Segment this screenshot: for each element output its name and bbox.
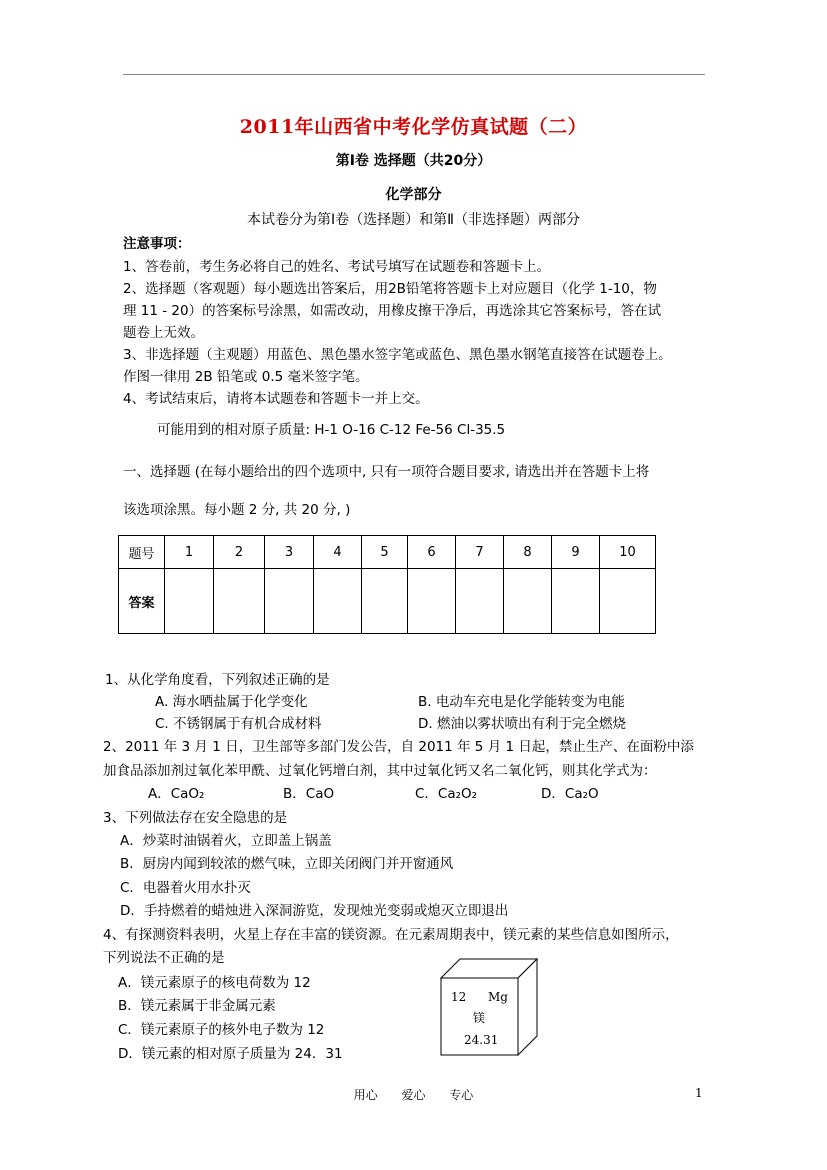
- option-d: D．Ca₂O: [541, 786, 599, 802]
- option-c: C．Ca₂O₂: [415, 786, 478, 802]
- option-c: C. 不锈钢属于有机合成材料: [155, 716, 322, 732]
- table-label-number: 题号: [119, 536, 165, 569]
- notice-line: 3、非选择题（主观题）用蓝色、黑色墨水签字笔或蓝色、黑色墨水钢笔直接答在试题卷上。: [123, 347, 672, 363]
- question-stem: 2、2011 年 3 月 1 日，卫生部等多部门发公告，自 2011 年 5 月 1 日起，禁止生产、在面粉中添: [103, 739, 694, 755]
- option-d: D．镁元素的相对原子质量为 24．31: [118, 1046, 343, 1062]
- atomic-masses: 可能用到的相对原子质量: H-1 O-16 C-12 Fe-56 Cl-35.5: [157, 422, 506, 438]
- answer-cell[interactable]: [165, 569, 214, 634]
- answer-cell[interactable]: [600, 569, 656, 634]
- table-cell: 6: [408, 536, 456, 569]
- answer-cell[interactable]: [552, 569, 600, 634]
- page-number: 1: [695, 1086, 703, 1100]
- question-stem: 1、从化学角度看，下列叙述正确的是: [105, 672, 330, 688]
- footer-slogan: 用心 爱心 专心: [353, 1088, 474, 1102]
- option-c: C．镁元素原子的核外电子数为 12: [118, 1022, 325, 1038]
- option-b: B．镁元素属于非金属元素: [118, 998, 276, 1014]
- table-cell: 5: [362, 536, 408, 569]
- table-cell: 7: [456, 536, 504, 569]
- option-a: A．炒菜时油锅着火，立即盖上锅盖: [120, 833, 332, 849]
- table-cell: 4: [314, 536, 362, 569]
- table-cell: 10: [600, 536, 656, 569]
- notice-line: 理 11 - 20）的答案标号涂黑，如需改动，用橡皮擦干净后，再选涂其它答案标号，答在试: [123, 303, 662, 319]
- option-b: B．CaO: [283, 786, 335, 802]
- exam-title: 2011年山西省中考化学仿真试题（二）: [239, 116, 588, 138]
- notice-line: 作图一律用 2B 铅笔或 0.5 毫米签字笔。: [123, 369, 369, 385]
- option-a: A．CaO₂: [148, 786, 205, 802]
- section-heading: 化学部分: [385, 187, 442, 203]
- option-a: A. 海水晒盐属于化学变化: [155, 694, 308, 710]
- question-stem: 4、有探测资料表明，火星上存在丰富的镁资源。在元素周期表中，镁元素的某些信息如图所示，: [103, 927, 679, 943]
- table-cell: 8: [504, 536, 552, 569]
- table-cell: 9: [552, 536, 600, 569]
- option-d: D．手持燃着的蜡烛进入深洞游览，发现烛光变弱或熄灭立即退出: [120, 903, 509, 919]
- notice-line: 题卷上无效。: [123, 325, 204, 341]
- table-cell: 1: [165, 536, 214, 569]
- option-a: A．镁元素原子的核电荷数为 12: [118, 975, 311, 991]
- answer-table: [118, 535, 656, 634]
- question-stem: 3、下列做法存在安全隐患的是: [103, 810, 288, 826]
- answer-cell[interactable]: [214, 569, 265, 634]
- notice-heading: 注意事项：: [123, 236, 191, 252]
- atomic-number: 12: [451, 990, 467, 1004]
- header-rule: [123, 74, 705, 75]
- option-c: C．电器着火用水扑灭: [120, 880, 251, 896]
- element-symbol: Mg: [488, 990, 508, 1004]
- atomic-mass: 24.31: [464, 1033, 499, 1047]
- answer-cell[interactable]: [456, 569, 504, 634]
- part-one-instructions: 该选项涂黑。每小题 2 分, 共 20 分, ): [123, 502, 351, 518]
- question-stem: 下列说法不正确的是: [103, 950, 225, 966]
- element-name: 镁: [473, 1011, 486, 1025]
- option-d: D. 燃油以雾状喷出有利于完全燃烧: [418, 716, 626, 732]
- answer-cell[interactable]: [265, 569, 314, 634]
- part-one-instructions: 一、选择题 (在每小题给出的四个选项中, 只有一项符合题目要求, 请选出并在答题卡上将: [123, 464, 650, 480]
- table-cell: 3: [265, 536, 314, 569]
- answer-cell[interactable]: [362, 569, 408, 634]
- notice-line: 4、考试结束后，请将本试题卷和答题卡一并上交。: [123, 391, 429, 407]
- exam-subtitle: 第Ⅰ卷 选择题（共20分）: [335, 153, 492, 169]
- answer-cell[interactable]: [314, 569, 362, 634]
- option-b: B. 电动车充电是化学能转变为电能: [418, 694, 625, 710]
- notice-line: 1、答卷前，考生务必将自己的姓名、考试号填写在试题卷和答题卡上。: [123, 259, 551, 275]
- magnesium-element-card: [440, 958, 538, 1056]
- answer-cell[interactable]: [408, 569, 456, 634]
- option-b: B．厨房内闻到较浓的燃气味，立即关闭阀门并开窗通风: [120, 856, 454, 872]
- answer-cell[interactable]: [504, 569, 552, 634]
- exam-description: 本试卷分为第Ⅰ卷（选择题）和第Ⅱ（非选择题）两部分: [246, 212, 581, 228]
- table-label-answer: 答案: [119, 569, 165, 634]
- table-cell: 2: [214, 536, 265, 569]
- notice-line: 2、选择题（客观题）每小题选出答案后，用2B铅笔将答题卡上对应题目（化学 1-10，物: [123, 281, 657, 297]
- question-stem: 加食品添加剂过氧化苯甲酰、过氧化钙增白剂，其中过氧化钙又名二氧化钙，则其化学式为：: [103, 763, 657, 779]
